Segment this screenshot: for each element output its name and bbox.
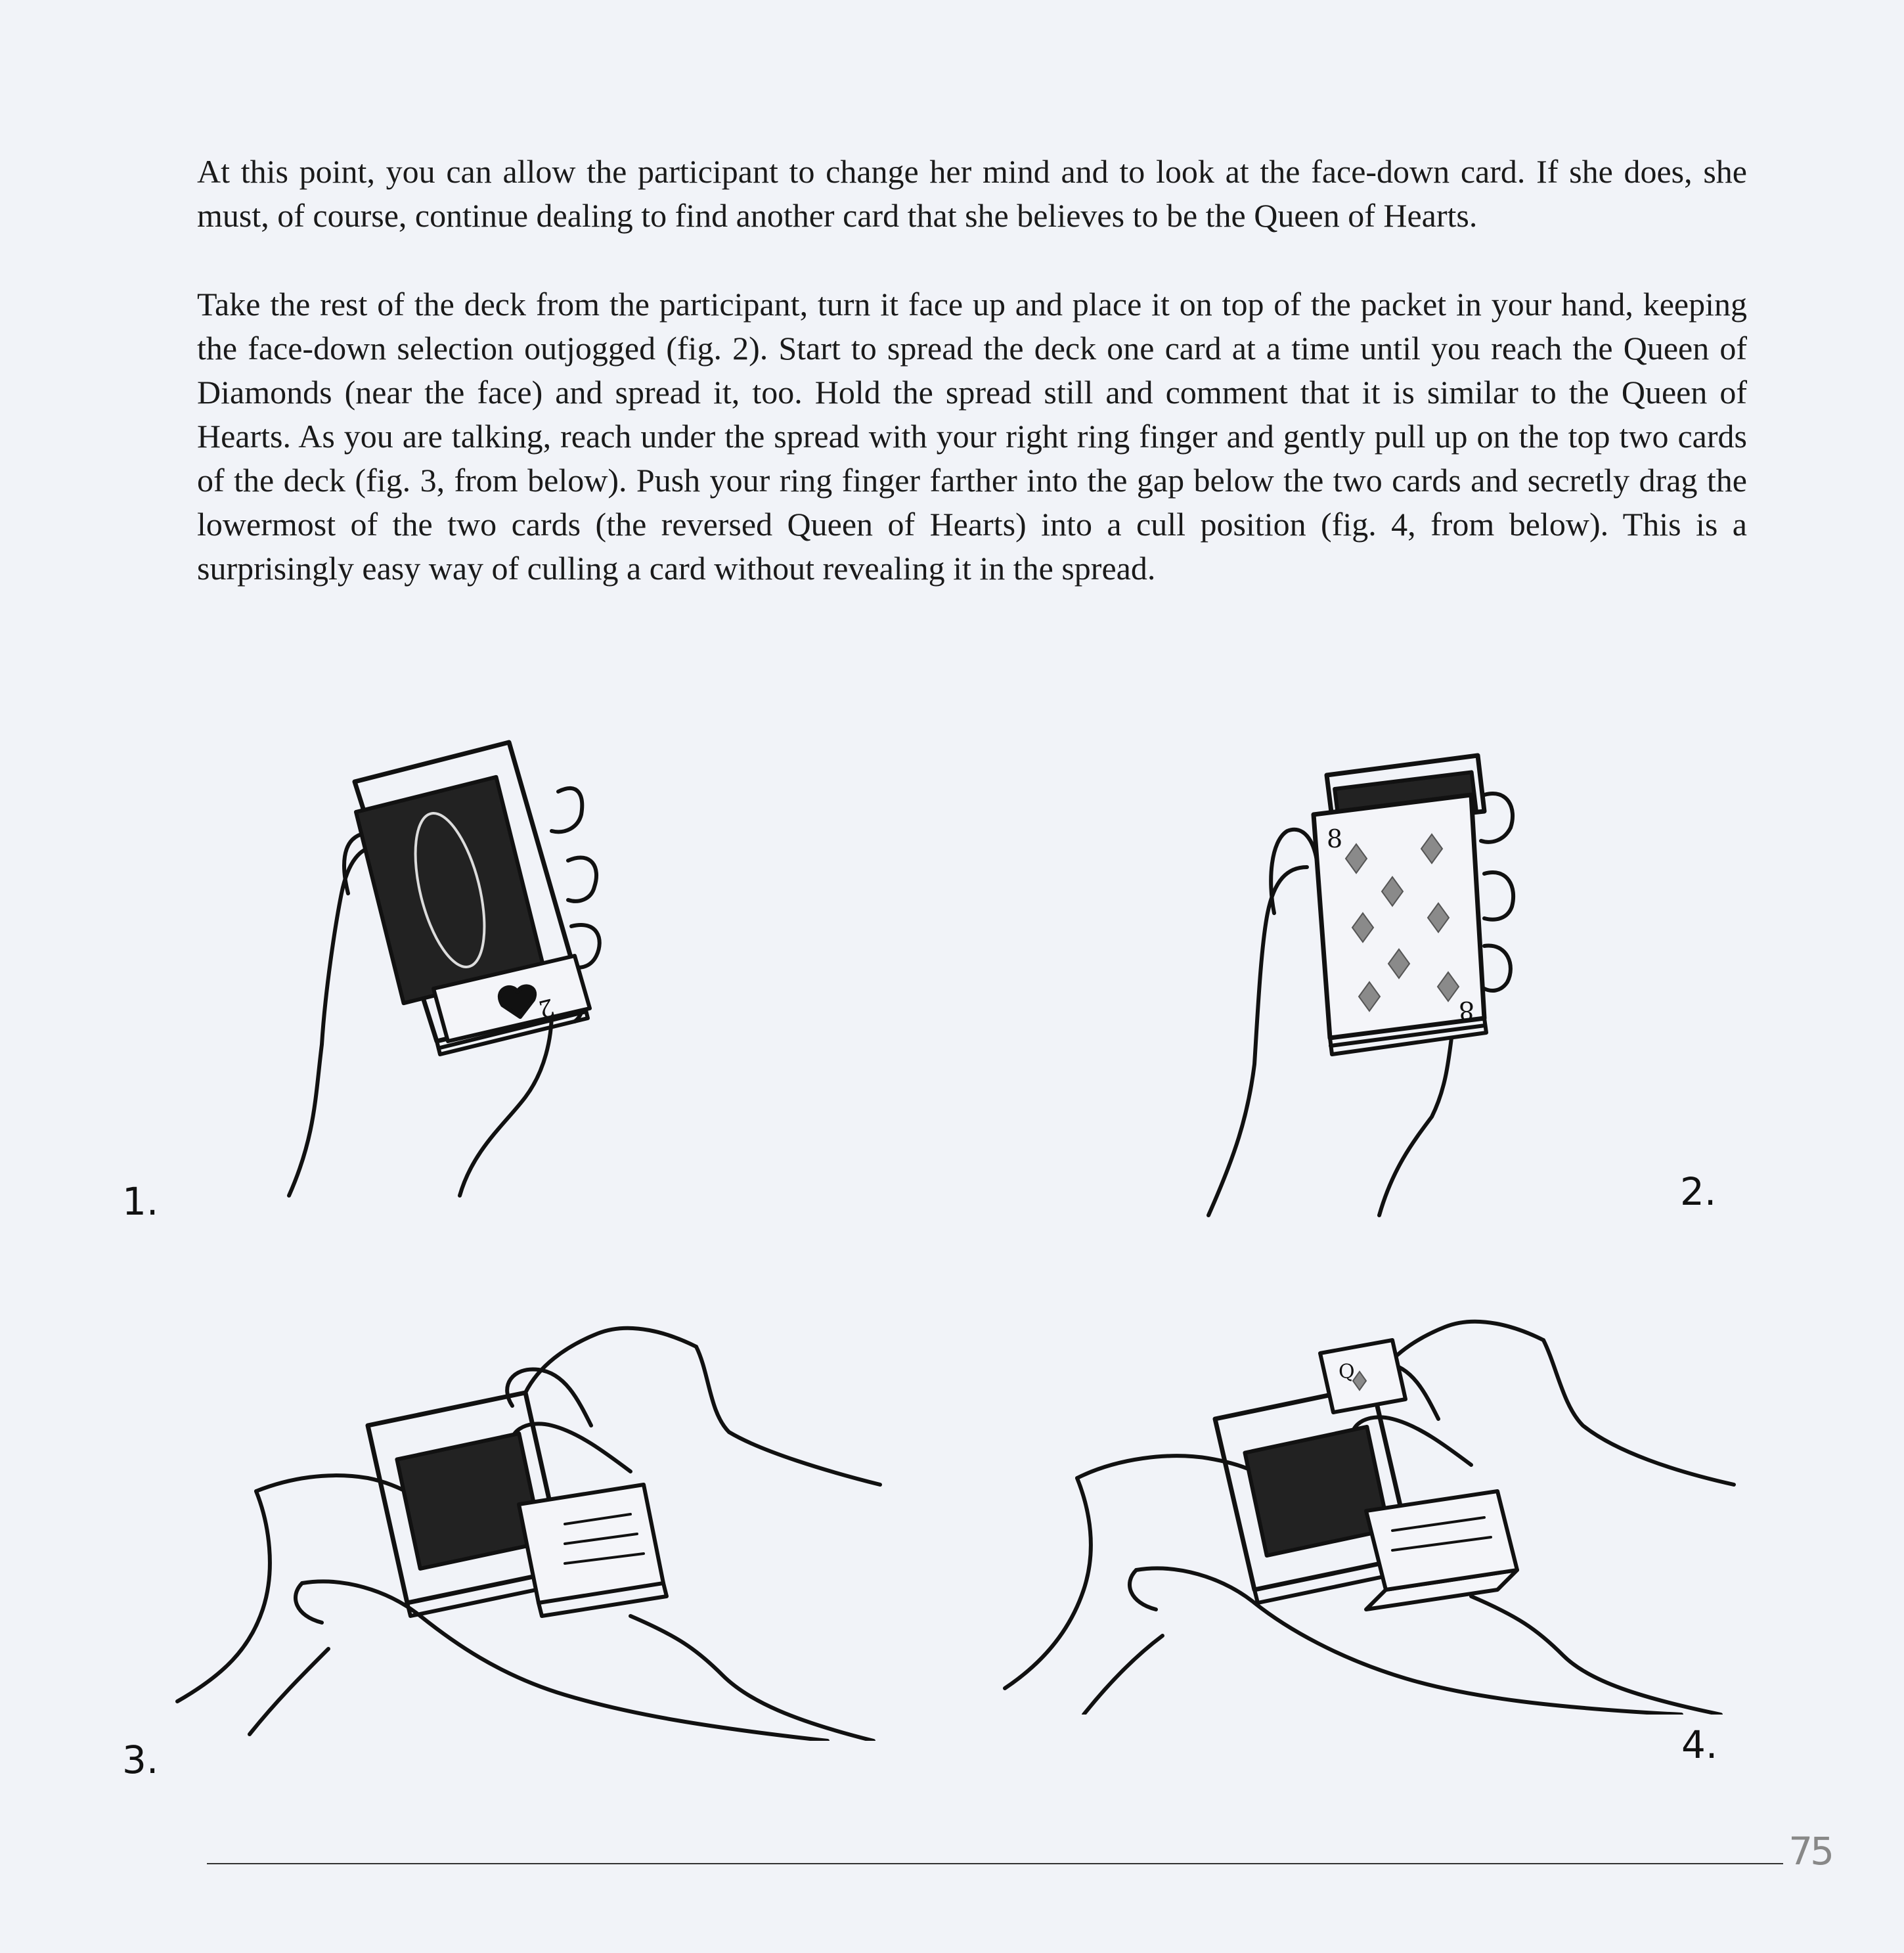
figure-2-card-index-inverted: 8 <box>1458 996 1474 1025</box>
figure-4-card-index: Q <box>1339 1360 1355 1383</box>
body-paragraph-2: Take the rest of the deck from the participant, turn it face up and place it on top of the packet in your hand, keeping the face-down selection outjogged (fig. 2). Start to spread the deck one card at a time until you reach the Queen of Diamonds (near the face) and spread it, too. Hold the spread still and comment that it is similar to the Queen of Hearts. As you are talking, reach under the spread with your right ring finger and gently pull up on the top two cards of the deck (fig. 3, from below). Push your ring finger farther into the gap below the two cards and secretly drag the lowermost of the two cards (the reversed Queen of Hearts) into a cull position (fig. 4, from below). This is a surprisingly easy way of culling a card without revealing it in the spread. <box>197 286 1747 587</box>
figure-4-illustration <box>998 1294 1740 1715</box>
figure-3-illustration <box>171 1307 887 1741</box>
figure-1-card-index: 2 <box>535 993 557 1023</box>
figure-1-label: 1. <box>122 1179 159 1224</box>
figure-2-card-index: 8 <box>1327 824 1343 853</box>
page-number: 75 <box>1788 1829 1832 1874</box>
figure-2-illustration <box>1195 749 1589 1222</box>
body-paragraph-1: At this point, you can allow the participant to change her mind and to look at the face-down card. If she does, she must, of course, continue dealing to find another card that she believes to be the Queen of Hearts. <box>197 153 1747 234</box>
figure-2-label: 2. <box>1680 1169 1717 1214</box>
figure-4-label: 4. <box>1681 1722 1718 1767</box>
footer-rule <box>207 1863 1783 1864</box>
figure-3-label: 3. <box>122 1738 159 1782</box>
figure-1-illustration <box>276 729 644 1202</box>
